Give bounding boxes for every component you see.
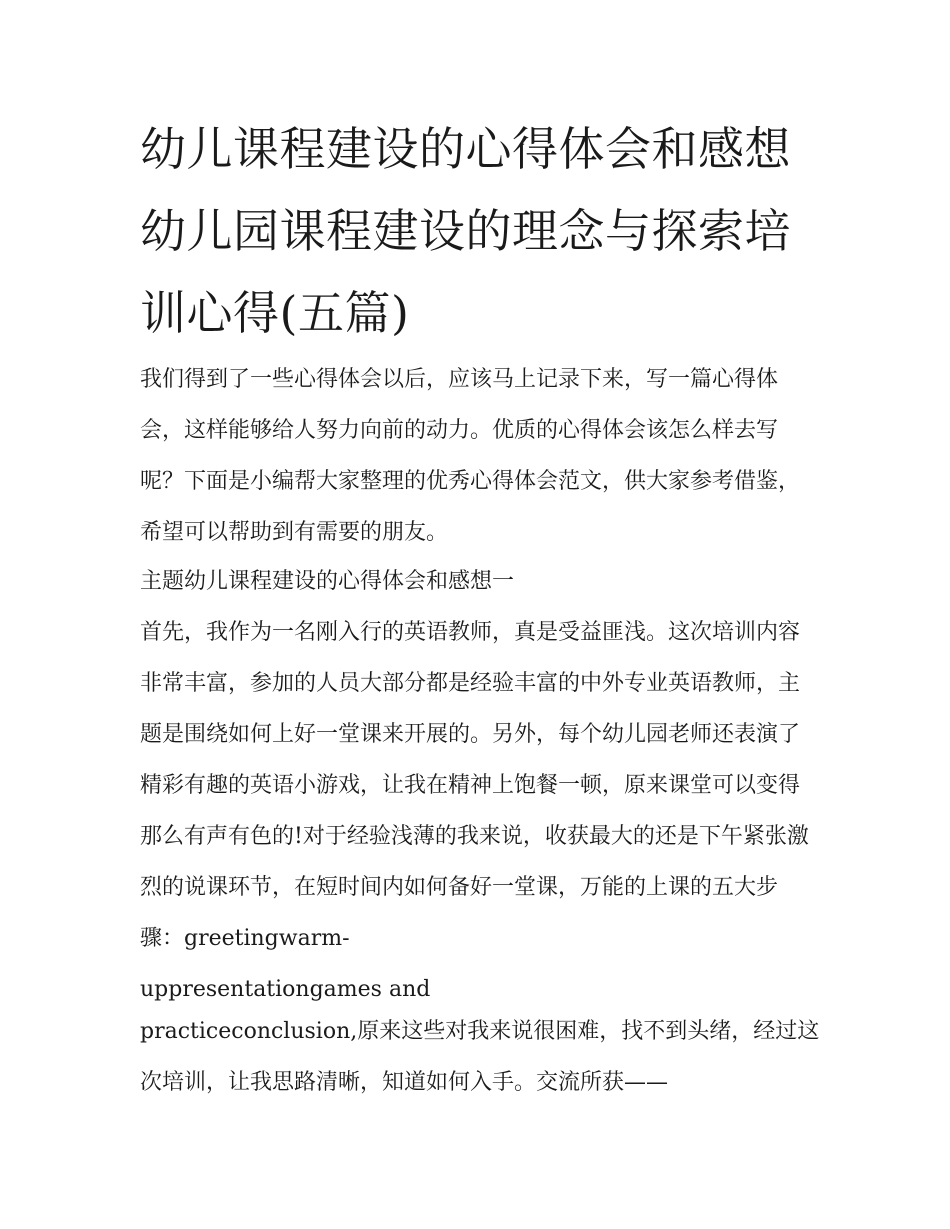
body-paragraph-continued: practiceconclusion,原来这些对我来说很困难，找不到头绪，经过这次培训，让我思路清晰，知道如何入手。交流所获—— bbox=[140, 1019, 820, 1095]
paragraph-text: 首先，我作为一名刚入行的英语教师，真是受益匪浅。这次培训内容非常丰富，参加的人员大部分都是经验丰富的中外专业英语教师，主题是围绕如何上好一堂课来开展的。另外，每个幼儿园老师还表演了精彩有趣的英语小游戏，让我在精神上饱餐一顿，原来课堂可以变得那么有声有色的!对于经验浅薄的我来说，收获最大的还是下午紧张激烈的说课环节，在短时间内如何备好一堂课，万能的上课的五大步骤：greetingwarm- bbox=[140, 620, 809, 951]
document-title: 幼儿课程建设的心得体会和感想 幼儿园课程建设的理念与探索培训心得(五篇) bbox=[140, 122, 791, 340]
english-line: uppresentationgames and bbox=[140, 977, 431, 1002]
section-heading: 主题幼儿课程建设的心得体会和感想一 bbox=[140, 569, 515, 594]
body-paragraph bbox=[140, 607, 820, 1015]
intro-paragraph: 我们得到了一些心得体会以后，应该马上记录下来，写一篇心得体会，这样能够给人努力向前的动力。优质的心得体会该怎么样去写呢？下面是小编帮大家整理的优秀心得体会范文，供大家参考借鉴，希望可以帮助到有需要的朋友。 bbox=[140, 367, 801, 545]
